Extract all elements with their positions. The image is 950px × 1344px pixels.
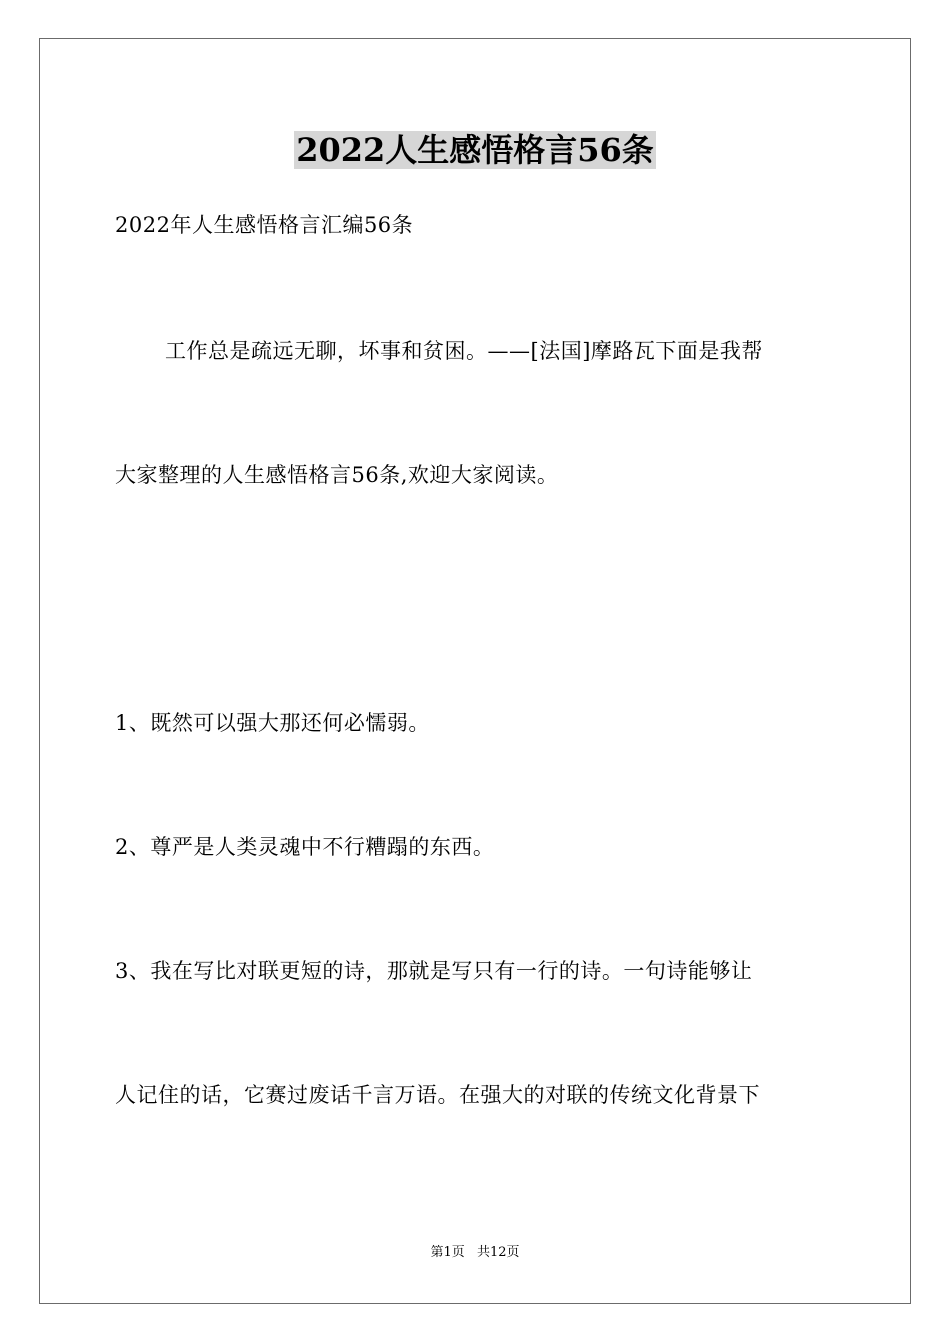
list-item-1: 1、既然可以强大那还何必懦弱。 — [115, 711, 430, 735]
page-number: 第1页 — [430, 1245, 465, 1260]
paragraph-line-1: 工作总是疏远无聊，坏事和贫困。——[法国]摩路瓦下面是我帮 — [165, 339, 763, 363]
document-title — [0, 128, 950, 172]
page-total: 共12页 — [476, 1245, 520, 1260]
list-item-2: 2、尊严是人类灵魂中不行糟蹋的东西。 — [115, 835, 495, 859]
paragraph-line-2: 大家整理的人生感悟格言56条,欢迎大家阅读。 — [115, 463, 559, 487]
subtitle-line: 2022年人生感悟格言汇编56条 — [115, 213, 414, 237]
page-footer — [0, 1244, 950, 1262]
list-item-3: 3、我在写比对联更短的诗，那就是写只有一行的诗。一句诗能够让 — [115, 959, 753, 983]
list-item-3-continued: 人记住的话，它赛过废话千言万语。在强大的对联的传统文化背景下 — [115, 1083, 760, 1107]
title-text: 2022人生感悟格言56条 — [296, 131, 654, 169]
